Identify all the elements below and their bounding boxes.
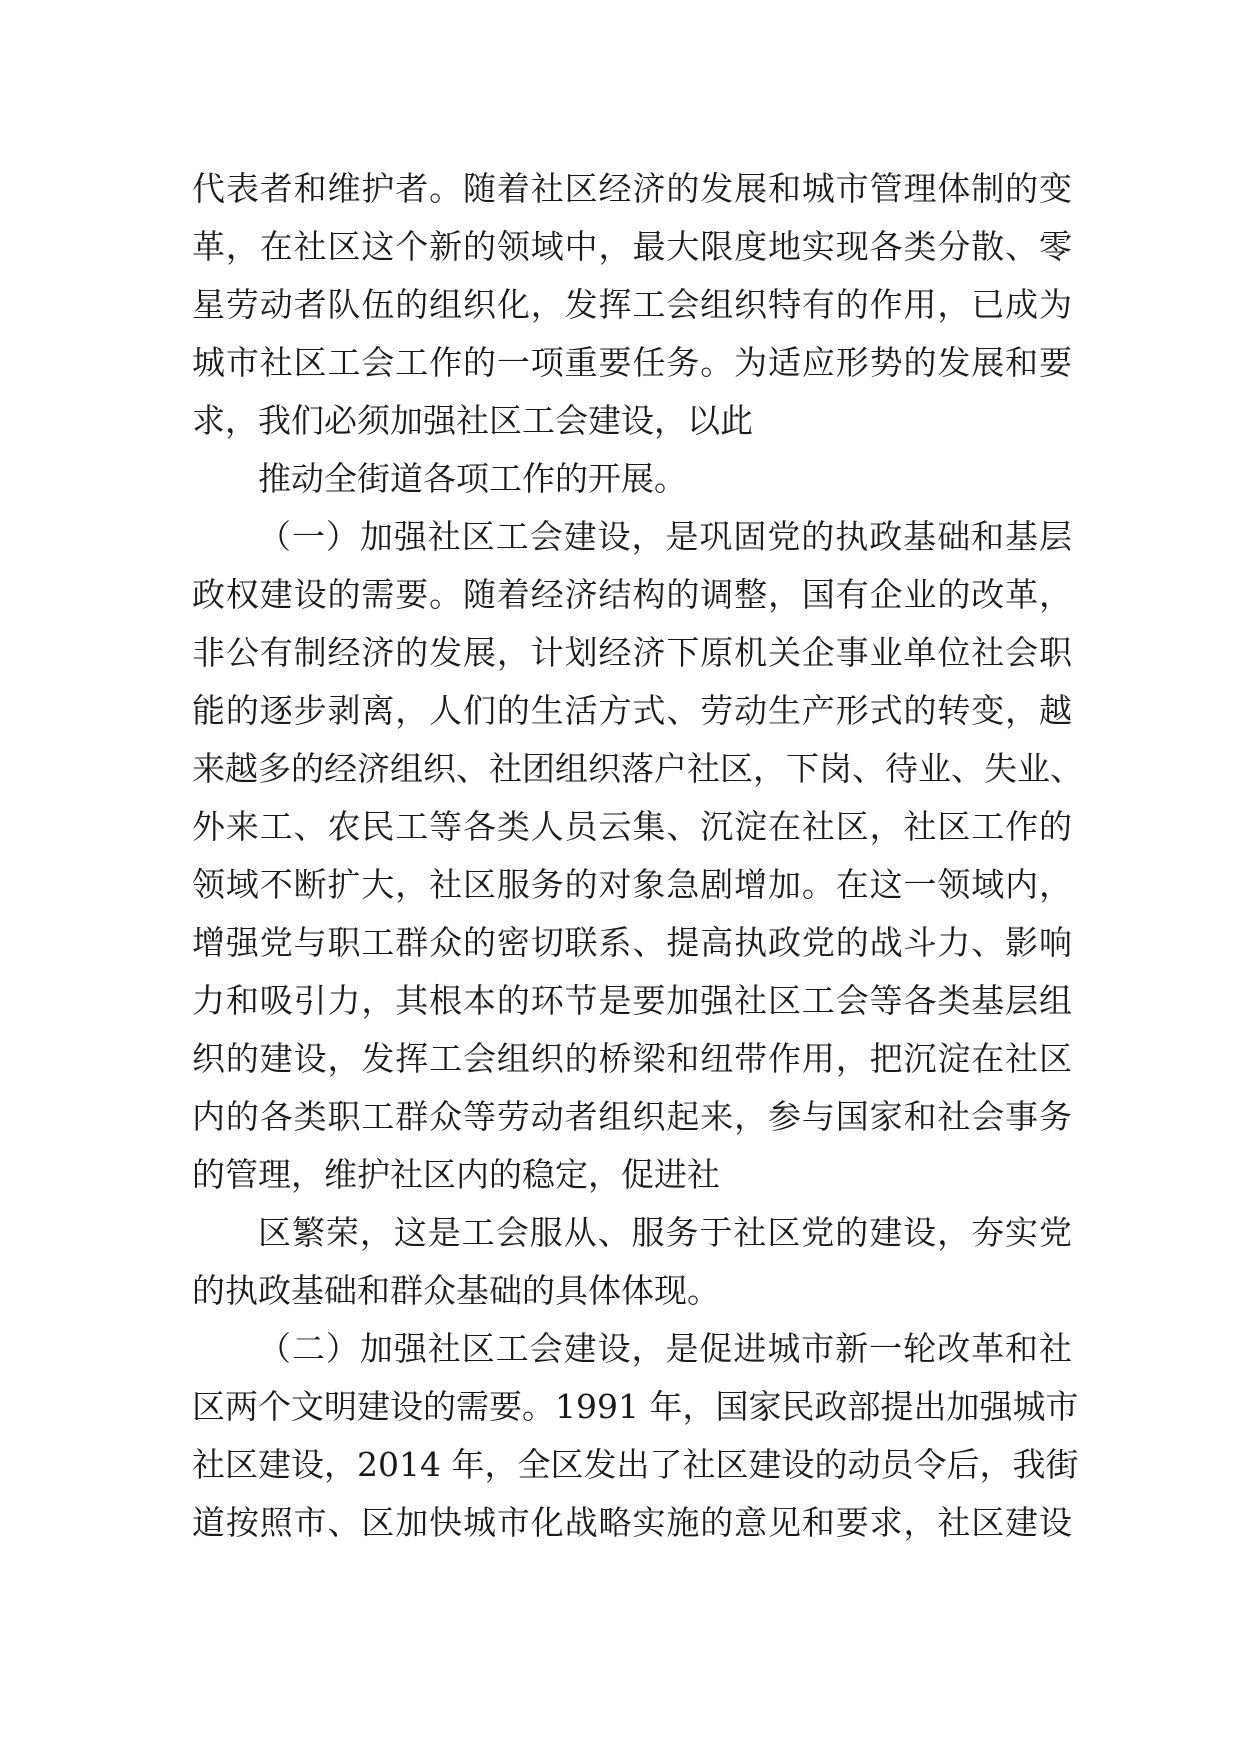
text-line: 区繁荣，这是工会服从、服务于社区党的建设，夯实党 [258, 1213, 1072, 1252]
text-line: 能的逐步剥离，人们的生活方式、劳动生产形式的转变，越 [192, 691, 1072, 730]
text-line: 道按照市、区加快城市化战略实施的意见和要求，社区建设 [192, 1503, 1072, 1542]
text-line: 革，在社区这个新的领域中，最大限度地实现各类分散、零 [192, 227, 1072, 266]
text-line: 推动全街道各项工作的开展。 [258, 459, 687, 498]
text-line: 织的建设，发挥工会组织的桥梁和纽带作用，把沉淀在社区 [192, 1039, 1072, 1078]
text-line: 来越多的经济组织、社团组织落户社区，下岗、待业、失业、 [192, 749, 1083, 788]
text-line: 领域不断扩大，社区服务的对象急剧增加。在这一领域内， [192, 865, 1072, 904]
text-line: 社区建设，2014 年，全区发出了社区建设的动员令后，我街 [192, 1445, 1079, 1484]
document-body [192, 160, 1083, 1552]
text-line: 代表者和维护者。随着社区经济的发展和城市管理体制的变 [192, 169, 1072, 208]
text-line: 政权建设的需要。随着经济结构的调整，国有企业的改革， [192, 575, 1072, 614]
text-line: 增强党与职工群众的密切联系、提高执政党的战斗力、影响 [192, 923, 1072, 962]
text-line: 外来工、农民工等各类人员云集、沉淀在社区，社区工作的 [192, 807, 1072, 846]
text-line: （二）加强社区工会建设，是促进城市新一轮改革和社 [258, 1329, 1072, 1368]
text-line: （一）加强社区工会建设，是巩固党的执政基础和基层 [258, 517, 1072, 556]
text-line: 星劳动者队伍的组织化，发挥工会组织特有的作用，已成为 [192, 285, 1072, 324]
text-line: 的管理，维护社区内的稳定，促进社 [192, 1155, 720, 1194]
text-line: 力和吸引力，其根本的环节是要加强社区工会等各类基层组 [192, 981, 1072, 1020]
text-line: 内的各类职工群众等劳动者组织起来，参与国家和社会事务 [192, 1097, 1072, 1136]
text-line: 非公有制经济的发展，计划经济下原机关企事业单位社会职 [192, 633, 1072, 672]
text-line: 区两个文明建设的需要。1991 年，国家民政部提出加强城市 [192, 1387, 1079, 1426]
text-line: 城市社区工会工作的一项重要任务。为适应形势的发展和要 [192, 343, 1072, 382]
text-line: 的执政基础和群众基础的具体体现。 [192, 1271, 720, 1310]
text-line: 求，我们必须加强社区工会建设，以此 [192, 401, 753, 440]
